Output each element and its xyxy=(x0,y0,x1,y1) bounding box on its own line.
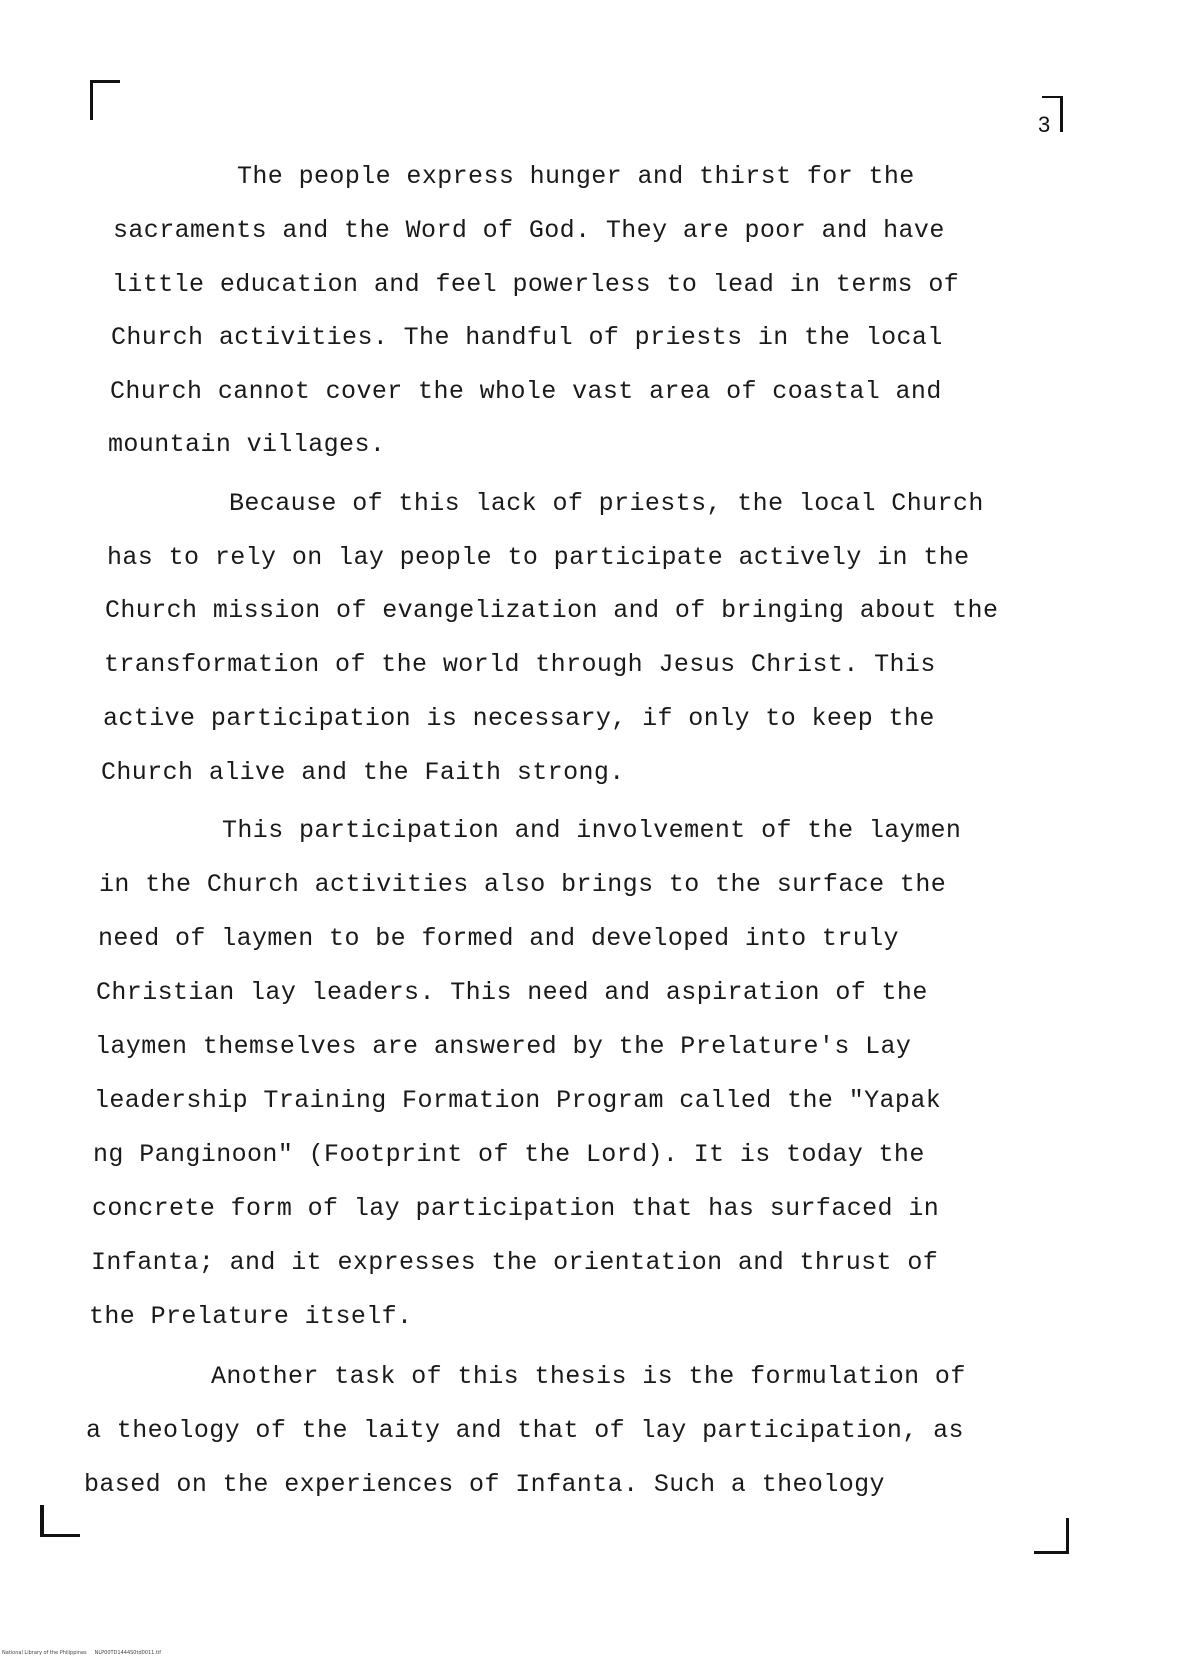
crop-mark-top-right-horizontal xyxy=(1042,96,1062,98)
paragraph-4-line-3: based on the experiences of Infanta. Such a theology xyxy=(84,1470,885,1499)
footer-library: National Library of the Philippines xyxy=(2,1650,87,1656)
paragraph-1-line-1: The people express hunger and thirst for the xyxy=(237,162,915,191)
crop-mark-top-left-vertical xyxy=(90,80,93,120)
paragraph-2-line-3: Church mission of evangelization and of bringing about the xyxy=(105,596,999,625)
paragraph-3-line-3: need of laymen to be formed and developed into truly xyxy=(98,924,899,953)
paragraph-2-line-4: transformation of the world through Jesus Christ. This xyxy=(104,650,936,679)
paragraph-3-line-1: This participation and involvement of the laymen xyxy=(222,816,962,845)
crop-mark-bottom-left-horizontal xyxy=(40,1534,80,1537)
paragraph-1-line-4: Church activities. The handful of priests in the local xyxy=(111,323,943,352)
paragraph-1-line-3: little education and feel powerless to lead in terms of xyxy=(112,270,960,299)
paragraph-3-line-8: concrete form of lay participation that has surfaced in xyxy=(92,1194,940,1223)
paragraph-3-line-7: ng Panginoon" (Footprint of the Lord). It is today the xyxy=(93,1140,925,1169)
paragraph-2-line-5: active participation is necessary, if only to keep the xyxy=(103,704,935,733)
paragraph-4-line-2: a theology of the laity and that of lay participation, as xyxy=(86,1416,964,1445)
crop-mark-top-right-vertical xyxy=(1060,96,1063,132)
paragraph-3-line-5: laymen themselves are answered by the Prelature's Lay xyxy=(95,1032,912,1061)
paragraph-2-line-2: has to rely on lay people to participate actively in the xyxy=(107,543,970,572)
crop-mark-bottom-right-vertical xyxy=(1066,1518,1069,1554)
paragraph-3-line-4: Christian lay leaders. This need and aspiration of the xyxy=(96,978,928,1007)
paragraph-1-line-2: sacraments and the Word of God. They are poor and have xyxy=(113,216,945,245)
paragraph-2-line-6: Church alive and the Faith strong. xyxy=(101,758,625,787)
paragraph-3-line-6: leadership Training Formation Program called the "Yapak xyxy=(94,1086,942,1115)
scan-footer xyxy=(2,1650,161,1656)
paragraph-4-line-1: Another task of this thesis is the formulation of xyxy=(211,1362,966,1391)
paragraph-3-line-9: Infanta; and it expresses the orientation and thrust of xyxy=(91,1248,939,1277)
paragraph-3-line-10: the Prelature itself. xyxy=(89,1302,413,1331)
paragraph-1-line-6: mountain villages. xyxy=(108,430,386,459)
paragraph-1-line-5: Church cannot cover the whole vast area of coastal and xyxy=(110,377,942,406)
page-number: 3 xyxy=(1038,112,1051,137)
crop-mark-bottom-left-vertical xyxy=(40,1505,44,1537)
paragraph-2-line-1: Because of this lack of priests, the local Church xyxy=(229,489,984,518)
paragraph-3-line-2: in the Church activities also brings to the surface the xyxy=(99,870,947,899)
crop-mark-bottom-right-horizontal xyxy=(1034,1551,1069,1554)
footer-filename: NLP00TD1444S0td0011.tif xyxy=(94,1650,162,1656)
crop-mark-top-left-horizontal xyxy=(90,80,120,83)
